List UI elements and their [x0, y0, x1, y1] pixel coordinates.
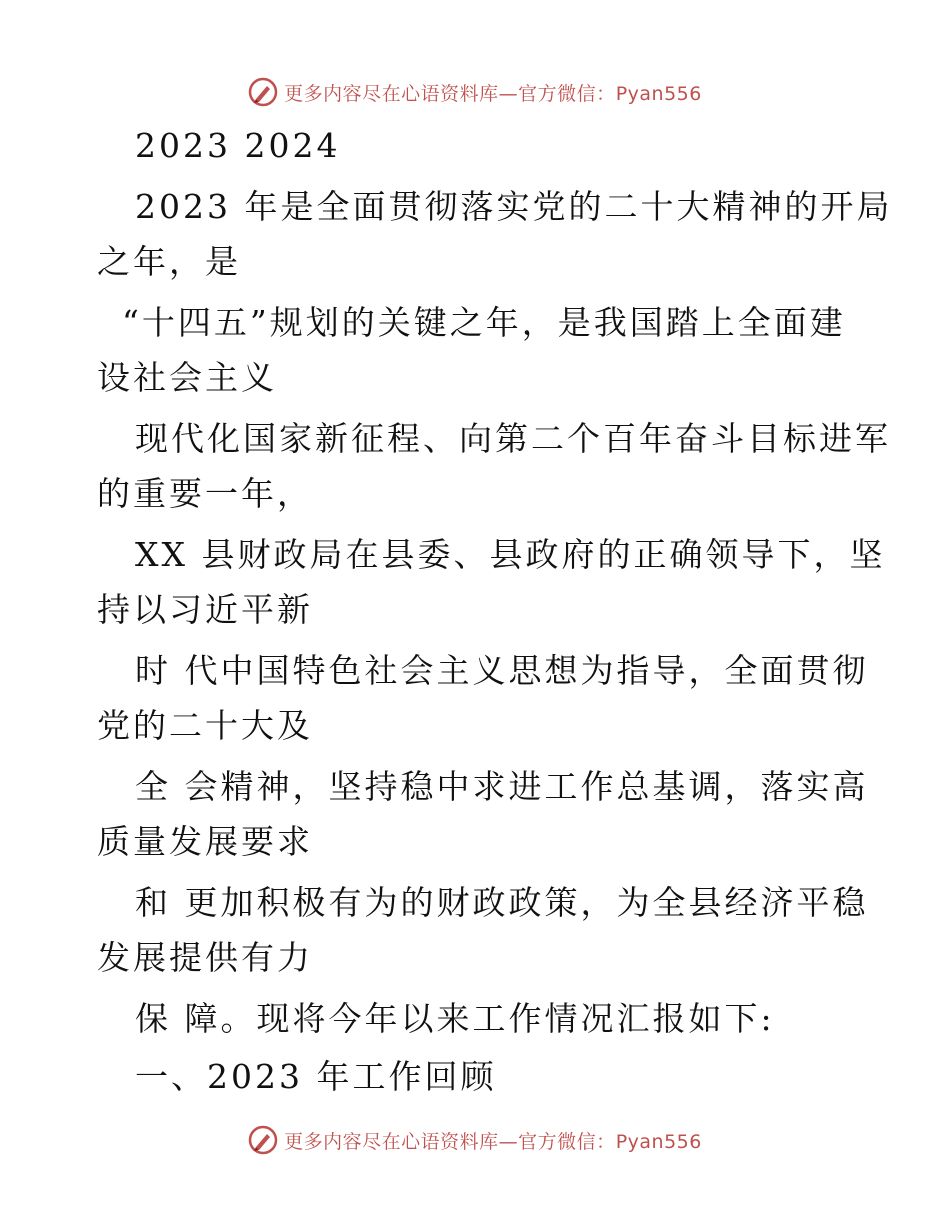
watermark-main: 更多内容尽在心语资料库 [284, 82, 499, 105]
doc-line: “十四五”规划的关键之年，是我国踏上全面建 [122, 303, 846, 342]
doc-line: 2023 年是全面贯彻落实党的二十大精神的开局 [135, 187, 893, 226]
doc-line: 2023 2024 [135, 126, 341, 165]
watermark-dash: — [498, 82, 519, 105]
watermark-wechat: 官方微信： [518, 82, 616, 105]
doc-line: 一、2023 年工作回顾 [135, 1057, 497, 1096]
pen-logo-icon [248, 77, 278, 107]
watermark-text [284, 1127, 702, 1154]
watermark-header [0, 72, 950, 112]
pen-logo-icon [248, 1125, 278, 1155]
watermark-main: 更多内容尽在心语资料库 [284, 1130, 499, 1153]
doc-line: 质量发展要求 [97, 822, 313, 861]
doc-line: 的重要一年， [97, 474, 313, 513]
doc-line: 现代化国家新征程、向第二个百年奋斗目标进军 [135, 419, 891, 458]
doc-line: 和 更加积极有为的财政政策，为全县经济平稳 [135, 883, 869, 922]
doc-line: 保 障。现将今年以来工作情况汇报如下: [135, 999, 775, 1038]
doc-line: 发展提供有力 [97, 938, 313, 977]
doc-line: XX 县财政局在县委、县政府的正确领导下，坚 [135, 535, 886, 574]
watermark-wechat: 官方微信： [518, 1130, 616, 1153]
watermark-id: Pyan556 [615, 82, 702, 105]
doc-line: 全 会精神，坚持稳中求进工作总基调，落实高 [135, 767, 869, 806]
watermark-text [284, 79, 702, 106]
watermark-dash: — [498, 1130, 519, 1153]
doc-line: 持以习近平新 [97, 590, 313, 629]
doc-line: 之年，是 [97, 242, 241, 281]
watermark-id: Pyan556 [615, 1130, 702, 1153]
doc-line: 党的二十大及 [97, 706, 313, 745]
doc-line: 时 代中国特色社会主义思想为指导，全面贯彻 [135, 651, 869, 690]
watermark-footer [0, 1120, 950, 1160]
doc-line: 设社会主义 [97, 358, 277, 397]
